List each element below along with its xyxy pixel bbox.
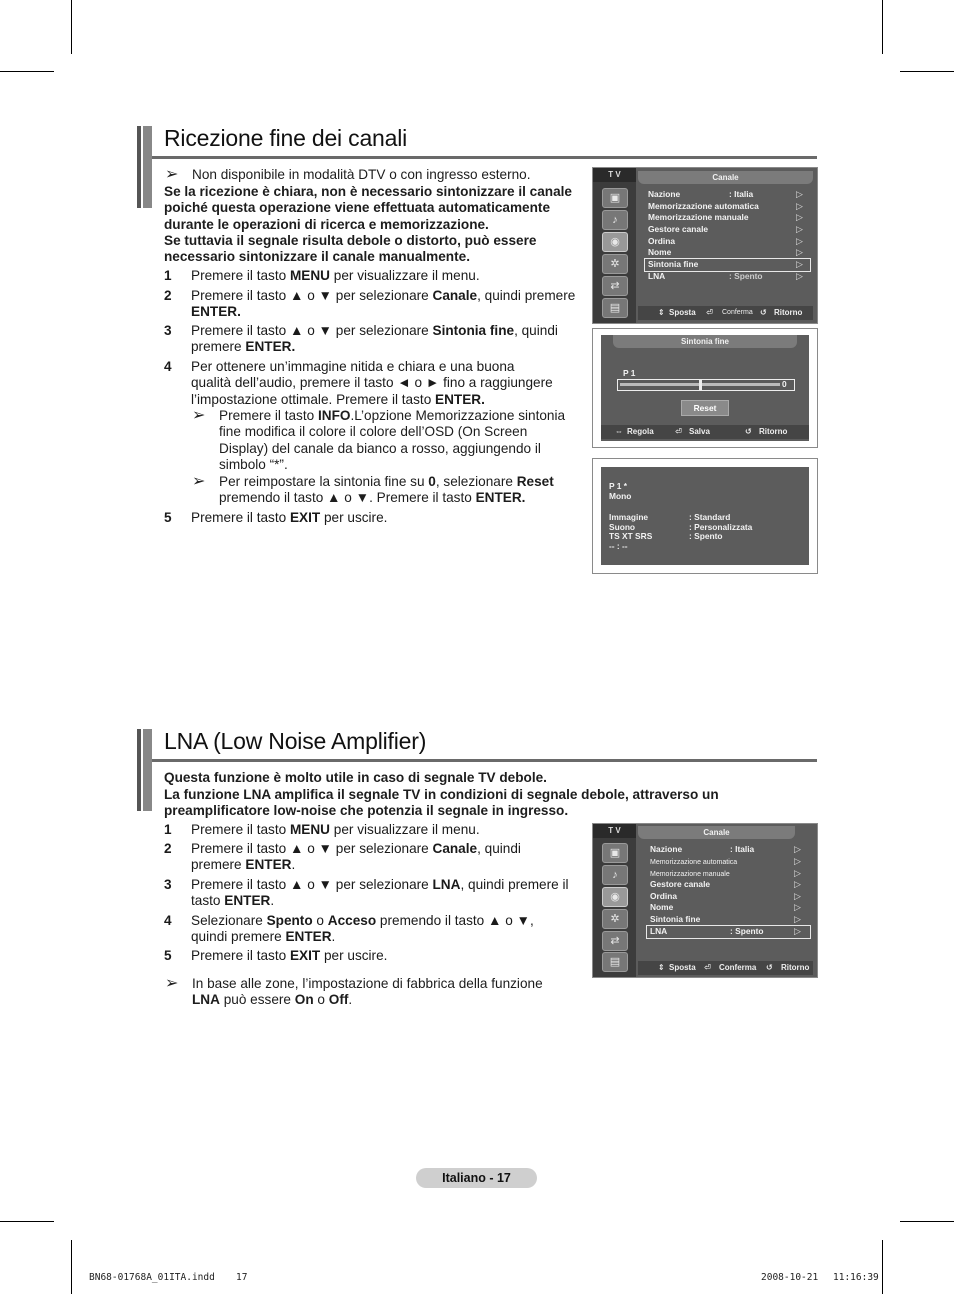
intro-line: necessario sintonizzare il canale manualmente. [164, 249, 470, 265]
tv-label: T V [593, 824, 636, 838]
info-row: TS XT SRS : Spento [609, 531, 723, 541]
input-icon: ⇄ [602, 931, 628, 951]
channel-icon: ◉ [602, 232, 628, 252]
arrow-right-icon: ▷ [794, 868, 801, 878]
osd-row: Sintonia fine ▷ [650, 914, 801, 924]
clock: -- : -- [609, 541, 628, 551]
note-arrow-icon: ➢ [192, 407, 206, 424]
subnote-info: Premere il tasto INFO.L’opzione Memorizzazione sintonia fine modifica il colore il colore dell’OSD (On Screen Display) del canale da bianco a rosso, aggiungendo il simbolo “*”. [219, 408, 566, 472]
osd-row: Nazione : Italia ▷ [650, 844, 801, 854]
updown-icon: ⇕ [658, 963, 665, 972]
osd-footer: ⇔ Regola ⏎ Salva ↺ Ritorno [601, 425, 809, 439]
osd-info-display [592, 458, 818, 574]
intro-paragraph [164, 770, 719, 819]
crop-mark [0, 71, 54, 72]
crop-mark [900, 71, 954, 72]
step-text: Premere il tasto ▲ o ▼ per selezionare LNA, quindi premere il tasto ENTER. [191, 877, 569, 909]
osd-row: Nome ▷ [648, 247, 803, 257]
tv-label: T V [593, 168, 636, 182]
osd-row: Gestore canale ▷ [648, 224, 803, 234]
crop-mark [900, 1221, 954, 1222]
osd-row: Memorizzazione manuale ▷ [650, 868, 801, 878]
arrow-right-icon: ▷ [796, 189, 803, 199]
audio-mode: Mono [609, 491, 632, 501]
osd-header: Canale [638, 171, 813, 184]
osd-row-selected: Sintonia fine ▷ [645, 259, 810, 271]
osd-row: LNA : Spento ▷ [648, 271, 803, 281]
arrow-right-icon: ▷ [794, 914, 801, 924]
crop-mark [0, 1221, 54, 1222]
info-row: Suono : Personalizzata [609, 522, 753, 532]
crop-mark [71, 0, 72, 54]
osd-footer: ⇕ Sposta ⏎ Conferma ↺ Ritorno [638, 306, 813, 320]
osd-header: Sintonia fine [613, 335, 797, 348]
return-icon: ↺ [766, 963, 773, 972]
intro-line: Se la ricezione è chiara, non è necessario sintonizzare il canale [164, 184, 572, 199]
step-text: Selezionare Spento o Acceso premendo il tasto ▲ o ▼, quindi premere ENTER. [191, 913, 534, 945]
reset-button[interactable]: Reset [681, 400, 729, 416]
setup-icon: ✲ [602, 254, 628, 274]
channel-label: P 1 [623, 368, 636, 378]
arrow-right-icon: ▷ [794, 902, 801, 912]
arrow-right-icon: ▷ [796, 224, 803, 234]
info-row: Immagine : Standard [609, 512, 731, 522]
sound-icon: ♪ [602, 865, 628, 885]
return-icon: ↺ [745, 427, 752, 436]
section-title: Ricezione fine dei canali [164, 125, 408, 151]
arrow-right-icon: ▷ [796, 259, 803, 269]
osd-lna-menu [592, 823, 818, 978]
step-text: Premere il tasto ▲ o ▼ per selezionare Sintonia fine, quindi premere ENTER. [191, 323, 558, 355]
note-text: In base alle zone, l’impostazione di fabbrica della funzione LNA può essere On o Off. [192, 976, 543, 1008]
slider-handle[interactable] [699, 380, 702, 390]
osd-row: Ordina ▷ [648, 236, 803, 246]
intro-line: durante le operazioni di ricerca e memorizzazione. [164, 216, 489, 232]
section-rule [152, 759, 817, 762]
section-rule [152, 156, 817, 159]
intro-line: La funzione LNA amplifica il segnale TV in condizioni di segnale debole, attraverso un [164, 786, 719, 802]
intro-line: Questa funzione è molto utile in caso di segnale TV debole. [164, 770, 547, 785]
step-text: Premere il tasto ▲ o ▼ per selezionare Canale, quindi premere ENTER. [191, 841, 521, 873]
intro-line: preamplificatore low-noise che potenzia il segnale in ingresso. [164, 802, 569, 818]
save-icon: ⏎ [675, 427, 682, 436]
osd-row: Nazione : Italia ▷ [648, 189, 803, 199]
note-arrow-icon: ➢ [192, 473, 206, 490]
channel-label: P 1 * [609, 481, 628, 491]
osd-row: Ordina ▷ [650, 891, 801, 901]
slider-value: 0 [782, 379, 787, 389]
enter-icon: ⏎ [704, 963, 711, 972]
note-arrow-icon: ➢ [165, 166, 179, 183]
step-text: Premere il tasto ▲ o ▼ per selezionare Canale, quindi premere ENTER. [191, 288, 576, 320]
crop-mark [882, 0, 883, 54]
arrow-right-icon: ▷ [796, 212, 803, 222]
crop-mark [882, 1240, 883, 1294]
osd-footer: ⇕ Sposta ⏎ Conferma ↺ Ritorno [638, 961, 813, 975]
crop-mark [71, 1240, 72, 1294]
intro-line: poiché questa operazione viene effettuata automaticamente [164, 200, 551, 216]
osd-row: Memorizzazione manuale ▷ [648, 212, 803, 222]
osd-fine-tune [592, 328, 818, 448]
return-icon: ↺ [760, 308, 767, 317]
input-icon: ⇄ [602, 276, 628, 296]
arrow-right-icon: ▷ [796, 247, 803, 257]
picture-icon: ▣ [602, 843, 628, 863]
arrow-right-icon: ▷ [794, 879, 801, 889]
osd-row: Memorizzazione automatica ▷ [650, 856, 801, 866]
step-text: Premere il tasto MENU per visualizzare il menu. [191, 822, 480, 837]
arrow-right-icon: ▷ [794, 926, 801, 936]
osd-row: Nome ▷ [650, 902, 801, 912]
print-file-name: BN68-01768A_01ITA.indd [89, 1272, 215, 1283]
leftright-icon: ⇔ [615, 427, 623, 436]
arrow-right-icon: ▷ [794, 856, 801, 866]
note-text: Non disponibile in modalità DTV o con ingresso esterno. [192, 167, 531, 182]
intro-paragraph [164, 184, 572, 265]
print-file-page: 17 [236, 1272, 248, 1283]
step-text: Premere il tasto EXIT per uscire. [191, 948, 388, 963]
page-number-badge: Italiano - 17 [416, 1168, 537, 1188]
note-arrow-icon: ➢ [165, 975, 179, 992]
channel-icon: ◉ [602, 887, 628, 907]
fine-tune-slider[interactable] [617, 379, 795, 391]
osd-row: Gestore canale ▷ [650, 879, 801, 889]
print-date: 2008-10-21 [761, 1272, 819, 1283]
step-text: Premere il tasto MENU per visualizzare il menu. [191, 268, 480, 283]
setup-icon: ✲ [602, 909, 628, 929]
updown-icon: ⇕ [658, 308, 665, 317]
print-time: 11:16:39 [833, 1272, 879, 1283]
osd-channel-menu [592, 167, 818, 324]
step-text: Premere il tasto EXIT per uscire. [191, 510, 388, 525]
arrow-right-icon: ▷ [794, 844, 801, 854]
osd-header: Canale [638, 826, 795, 839]
intro-line: Se tuttavia il segnale risulta debole o distorto, può essere [164, 232, 537, 248]
picture-icon: ▣ [602, 188, 628, 208]
osd-row-selected: LNA : Spento ▷ [647, 926, 810, 938]
osd-row: Memorizzazione automatica ▷ [648, 201, 803, 211]
enter-icon: ⏎ [706, 308, 713, 317]
digital-icon: ▤ [602, 298, 628, 318]
arrow-right-icon: ▷ [794, 891, 801, 901]
subnote-reset: Per reimpostare la sintonia fine su 0, selezionare Reset premendo il tasto ▲ o ▼. Premere il tasto ENTER. [219, 474, 554, 506]
arrow-right-icon: ▷ [796, 236, 803, 246]
arrow-right-icon: ▷ [796, 201, 803, 211]
step-text: Per ottenere un’immagine nitida e chiara e una buona qualità dell’audio, premere il tasto ◄ o ► fino a raggiungere l’impostazione ottimale. Premere il tasto ENTER. [191, 359, 553, 407]
sound-icon: ♪ [602, 210, 628, 230]
section-title: LNA (Low Noise Amplifier) [164, 728, 427, 754]
digital-icon: ▤ [602, 952, 628, 972]
arrow-right-icon: ▷ [796, 271, 803, 281]
